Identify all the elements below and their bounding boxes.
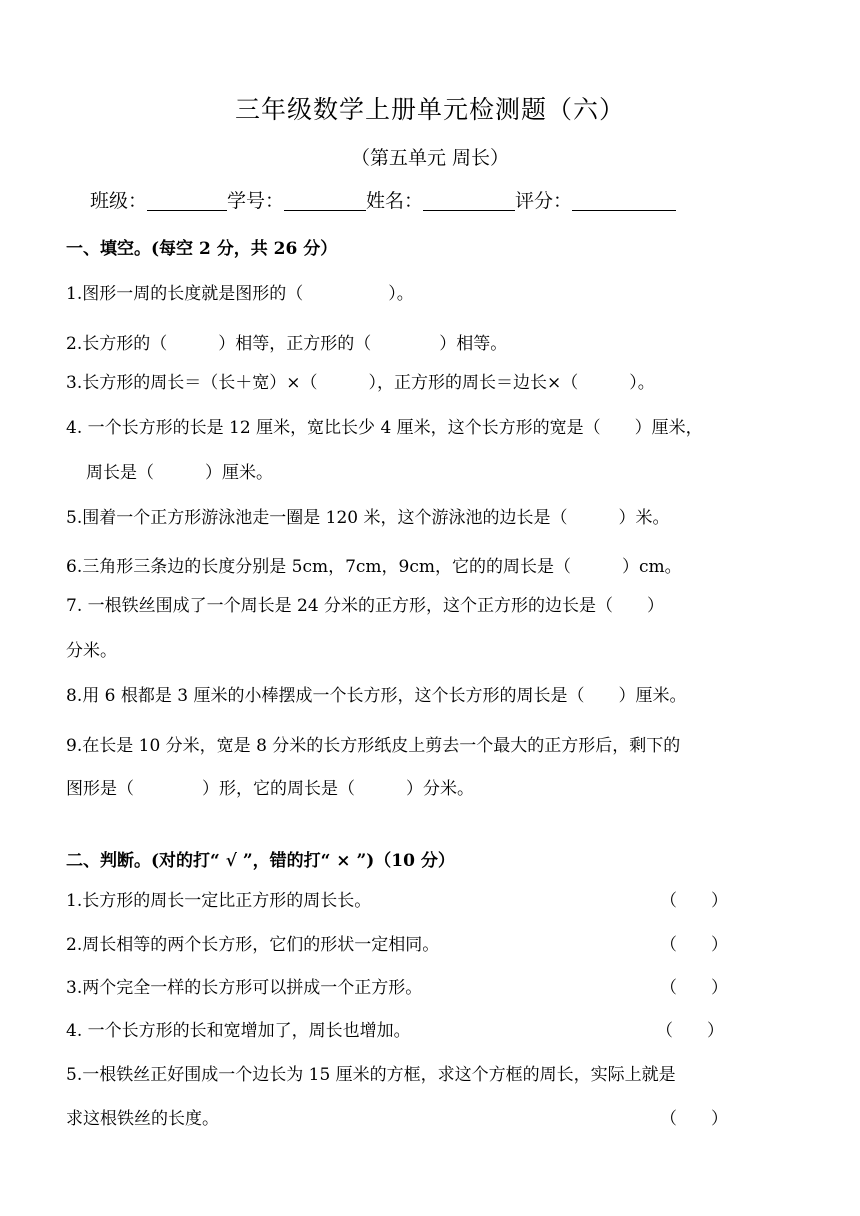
fill-question-3: 3.长方形的周长＝（长＋宽）×（ ），正方形的周长＝边长×（ ）。 [66,373,655,393]
fill-question-4-line-1: 4. 一个长方形的长是 12 厘米，宽比长少 4 厘米，这个长方形的宽是（ ）厘米， [66,418,703,438]
section-judgment-heading: 二、判断。(对的打“ √ ”，错的打“ × ”)（10 分） [66,851,455,871]
judge-answer-2[interactable]: （ ） [660,935,728,955]
page-subtitle: （第五单元 周长） [350,147,510,169]
section-fill-blank-heading: 一、填空。(每空 2 分，共 26 分） [66,239,338,259]
judge-question-1: 1.长方形的周长一定比正方形的周长长。 [66,891,372,911]
fill-question-7-line-1: 7. 一根铁丝围成了一个周长是 24 分米的正方形，这个正方形的边长是（ ） [66,596,665,616]
judge-answer-4[interactable]: （ ） [656,1021,724,1041]
judge-question-5-line-1: 5.一根铁丝正好围成一个边长为 15 厘米的方框，求这个方框的周长，实际上就是 [66,1065,676,1085]
fill-question-8: 8.用 6 根都是 3 厘米的小棒摆成一个长方形，这个长方形的周长是（ ）厘米。 [66,686,687,706]
name-label: 姓名： [366,190,424,212]
judge-answer-3[interactable]: （ ） [660,978,728,998]
judge-question-2: 2.周长相等的两个长方形，它们的形状一定相同。 [66,935,440,955]
number-field[interactable] [284,188,366,211]
judge-answer-1[interactable]: （ ） [660,891,728,911]
page-title: 三年级数学上册单元检测题（六） [234,95,625,124]
fill-question-5: 5.围着一个正方形游泳池走一圈是 120 米，这个游泳池的边长是（ ）米。 [66,508,670,528]
class-field[interactable] [147,188,227,211]
class-label: 班级： [90,190,148,212]
fill-question-6: 6.三角形三条边的长度分别是 5cm，7cm，9cm，它的的周长是（ ）cm。 [66,557,682,577]
name-field[interactable] [423,188,515,211]
fill-question-9-line-2: 图形是（ ）形，它的周长是（ ）分米。 [66,779,474,799]
judge-answer-5[interactable]: （ ） [660,1109,728,1129]
student-info-row [90,186,790,213]
judge-question-5-line-2: 求这根铁丝的长度。 [66,1109,219,1129]
judge-question-4: 4. 一个长方形的长和宽增加了，周长也增加。 [66,1021,411,1041]
score-label: 评分： [515,190,573,212]
fill-question-2: 2.长方形的（ ）相等，正方形的（ ）相等。 [66,334,508,354]
score-field[interactable] [572,188,676,211]
number-label: 学号： [227,190,285,212]
fill-question-9-line-1: 9.在长是 10 分米，宽是 8 分米的长方形纸皮上剪去一个最大的正方形后，剩下的 [66,736,681,756]
judge-question-3: 3.两个完全一样的长方形可以拼成一个正方形。 [66,978,423,998]
fill-question-4-line-2: 周长是（ ）厘米。 [86,463,273,483]
fill-question-1: 1.图形一周的长度就是图形的（ ）。 [66,284,414,304]
fill-question-7-line-2: 分米。 [66,641,117,661]
